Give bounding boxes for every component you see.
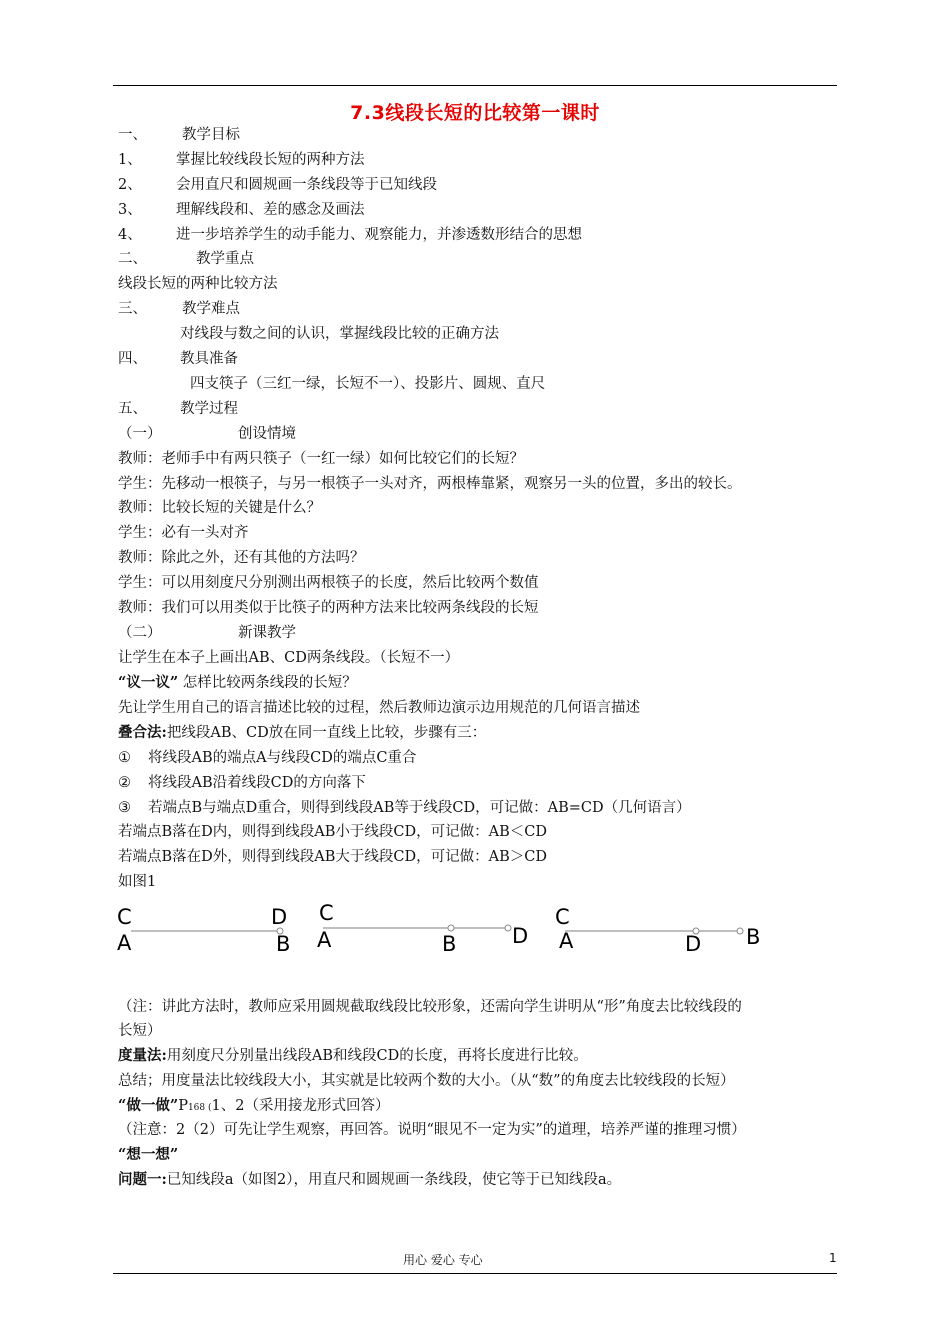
header-rule [113,85,837,86]
segment-pair-equal [117,905,290,956]
text-line: 四支筷子（三红一绿，长短不一）、投影片、圆规、直尺 [190,376,546,392]
text-line: 五、 教学过程 [118,401,238,417]
point-label: B [442,932,457,956]
figure-1 [113,898,833,968]
text-line: 学生：先移动一根筷子，与另一根筷子一头对齐，两根棒靠紧，观察另一头的位置，多出的较长。 [118,476,742,492]
text-line: 叠合法:把线段AB、CD放在同一直线上比较，步骤有三： [118,724,487,741]
text-line: 教师：除此之外，还有其他的方法吗？ [118,550,365,566]
text-line: 让学生在本子上画出AB、CD两条线段。（长短不一） [118,650,460,666]
text-line: （注：讲此方法时，教师应采用圆规截取线段比较形象，还需向学生讲明从“形”角度去比较线段的 [118,999,742,1015]
footer-rule [113,1273,837,1274]
point-label: B [746,925,761,949]
point-label: A [117,931,132,955]
page-number: 1 [829,1251,837,1265]
point-label: D [512,924,529,948]
text-line: 四、 教具准备 [118,351,238,367]
text-line: 长短） [118,1023,162,1039]
point-label: C [117,905,132,929]
text-line: （一） 创设情境 [118,426,296,442]
text-line: 总结；用度量法比较线段大小，其实就是比较两个数的大小。（从“数”的角度去比较线段的长短） [118,1073,735,1089]
text-line: 若端点B落在D外，则得到线段AB大于线段CD，可记做：AB＞CD [118,849,547,865]
text-line: ② 将线段AB沿着线段CD的方向落下 [118,775,366,791]
text-line: 对线段与数之间的认识，掌握线段比较的正确方法 [180,326,499,342]
text-line: 3、 理解线段和、差的感念及画法 [118,202,365,218]
text-line: “议一议” 怎样比较两条线段的长短？ [118,674,357,691]
text-line: “做一做”P168 (1、2（采用接龙形式回答） [118,1097,390,1114]
segment-pair-shorter [317,901,528,956]
point-label: D [271,905,288,929]
point-label: C [319,901,334,925]
page-title: 7.3线段长短的比较第一课时 [350,102,600,124]
segment-pair-longer [555,905,760,956]
text-line: 线段长短的两种比较方法 [118,276,278,292]
text-line: 学生：可以用刻度尺分别测出两根筷子的长度，然后比较两个数值 [118,575,539,591]
text-line: 教师：比较长短的关键是什么？ [118,500,321,516]
text-line: 二、 教学重点 [118,251,254,267]
text-line: 度量法:用刻度尺分别量出线段AB和线段CD的长度，再将长度进行比较。 [118,1047,588,1064]
text-line: 若端点B落在D内，则得到线段AB小于线段CD，可记做：AB＜CD [118,824,547,840]
text-line: 先让学生用自己的语言描述比较的过程，然后教师边演示边用规范的几何语言描述 [118,700,640,716]
text-line: 4、 进一步培养学生的动手能力、观察能力，并渗透数形结合的思想 [118,227,582,243]
point-label: B [276,932,291,956]
text-line: 2、 会用直尺和圆规画一条线段等于已知线段 [118,177,437,193]
text-line: （注意：2（2）可先让学生观察，再回答。说明“眼见不一定为实”的道理，培养严谨的推理习惯） [118,1122,746,1138]
point-label: D [685,932,702,956]
text-line: 学生：必有一头对齐 [118,525,249,541]
footer-text: 用心 爱心 专心 [403,1253,483,1267]
text-line: 如图1 [118,874,157,890]
point-marker [505,925,511,931]
point-marker [448,925,454,931]
text-line: 一、 教学目标 [118,127,240,143]
text-line: 教师：老师手中有两只筷子（一红一绿）如何比较它们的长短？ [118,451,524,467]
point-marker [737,928,743,934]
text-line: 三、 教学难点 [118,301,240,317]
text-line: 教师：我们可以用类似于比筷子的两种方法来比较两条线段的长短 [118,600,539,616]
text-line: （二） 新课教学 [118,625,296,641]
point-label: C [555,905,570,929]
text-line: “想一想” [118,1146,179,1163]
text-line: ③ 若端点B与端点D重合，则得到线段AB等于线段CD，可记做：AB=CD（几何语言） [118,800,691,816]
text-line: 1、 掌握比较线段长短的两种方法 [118,152,365,168]
point-label: A [317,928,332,952]
text-line: 问题一:已知线段a（如图2），用直尺和圆规画一条线段，使它等于已知线段a。 [118,1171,622,1188]
text-line: ① 将线段AB的端点A与线段CD的端点C重合 [118,750,417,766]
point-label: A [559,929,574,953]
